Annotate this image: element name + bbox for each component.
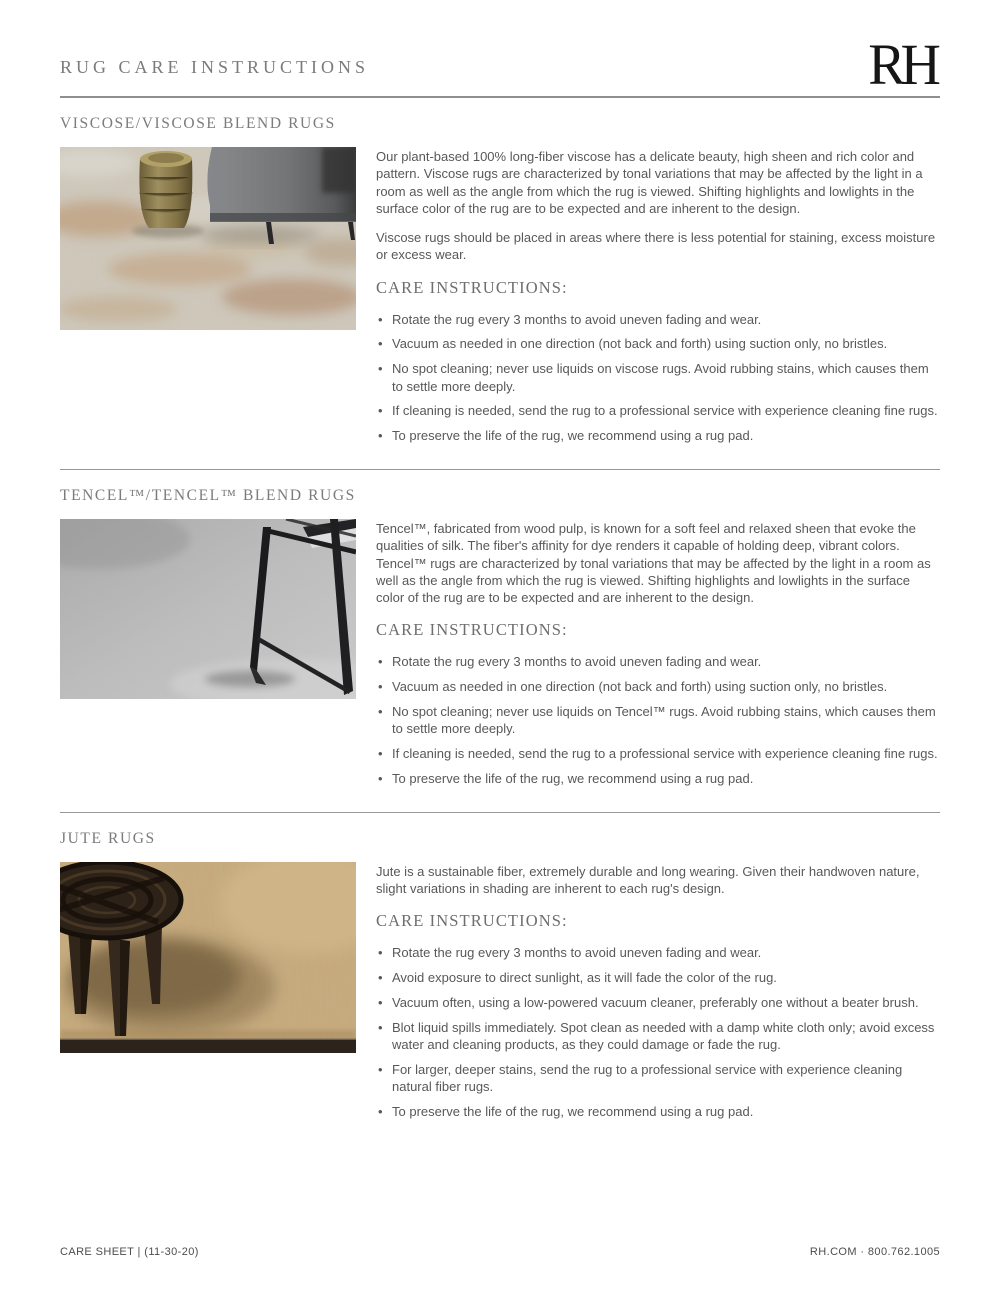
jute-rug-photo: [60, 862, 356, 1053]
tencel-paragraph-1: Tencel™, fabricated from wood pulp, is known for a soft feel and relaxed sheen that evoke the qualities of silk. The fiber's affinity for dye renders it capable of holding deep, vibrant colors. Tencel™ rugs are characterized by tonal variations that may be affected by the light in a room as well as the angle from which the rug is viewed. Shifting highlights and lowlights in the surface color of the rug are to be expected and are inherent to the design.: [376, 520, 931, 606]
list-item: • To preserve the life of the rug, we recommend using a rug pad.: [376, 770, 940, 787]
jute-paragraph-1: Jute is a sustainable fiber, extremely durable and long wearing. Given their handwoven nature, slight variations in shading are inherent to each rug's design.: [376, 863, 920, 897]
list-item: • Vacuum often, using a low-powered vacuum cleaner, preferably one without a beater brush.: [376, 994, 940, 1011]
list-item: • Vacuum as needed in one direction (not back and forth) using suction only, no bristles.: [376, 678, 940, 695]
list-item: • Vacuum as needed in one direction (not back and forth) using suction only, no bristles.: [376, 335, 940, 352]
list-item: • Rotate the rug every 3 months to avoid uneven fading and wear.: [376, 944, 940, 961]
tencel-care-heading: CARE INSTRUCTIONS:: [376, 620, 568, 640]
list-item: • Rotate the rug every 3 months to avoid uneven fading and wear.: [376, 311, 940, 328]
section-heading-viscose: VISCOSE/VISCOSE BLEND RUGS: [60, 114, 336, 132]
viscose-rug-photo: [60, 147, 356, 330]
page-title: RUG CARE INSTRUCTIONS: [60, 56, 370, 77]
list-item: • To preserve the life of the rug, we recommend using a rug pad.: [376, 1103, 940, 1120]
list-item: • No spot cleaning; never use liquids on Tencel™ rugs. Avoid rubbing stains, which causes them to settle more deeply.: [376, 703, 940, 738]
jute-care-list: [376, 944, 940, 1120]
rh-logo: RH: [868, 32, 936, 98]
section-tencel: [60, 487, 940, 813]
footer-contact: RH.COM · 800.762.1005: [809, 1246, 940, 1258]
viscose-care-heading: CARE INSTRUCTIONS:: [376, 277, 568, 297]
section-heading-jute: JUTE RUGS: [60, 829, 156, 847]
section-viscose: [60, 115, 940, 470]
header: [60, 0, 940, 98]
list-item: • If cleaning is needed, send the rug to a professional service with experience cleaning fine rugs.: [376, 402, 940, 419]
viscose-paragraph-2: Viscose rugs should be placed in areas where there is less potential for staining, excess moisture or excess wear.: [376, 230, 936, 263]
list-item: • Rotate the rug every 3 months to avoid uneven fading and wear.: [376, 653, 940, 670]
list-item: • Blot liquid spills immediately. Spot clean as needed with a damp white cloth only; avoid excess water and cleaning products, as they could damage or fade the rug.: [376, 1019, 940, 1054]
list-item: • For larger, deeper stains, send the rug to a professional service with experience cleaning natural fiber rugs.: [376, 1061, 940, 1096]
section-heading-tencel: TENCEL™/TENCEL™ BLEND RUGS: [60, 486, 356, 504]
footer: [60, 1246, 940, 1258]
list-item: • Avoid exposure to direct sunlight, as it will fade the color of the rug.: [376, 969, 940, 986]
viscose-paragraph-1: Our plant-based 100% long-fiber viscose has a delicate beauty, high sheen and rich color and pattern. Viscose rugs are characterized by tonal variations that may be affected by the light in a room as well as the angle from which the rug is viewed. Shifting highlights and lowlights in the surface color of the rug are to be expected and are inherent to the design.: [376, 148, 923, 216]
tencel-care-list: [376, 653, 940, 787]
tencel-rug-photo: [60, 519, 356, 699]
list-item: • If cleaning is needed, send the rug to a professional service with experience cleaning fine rugs.: [376, 745, 940, 762]
footer-care-sheet-date: CARE SHEET | (11-30-20): [60, 1246, 199, 1258]
viscose-care-list: [376, 311, 940, 445]
jute-care-heading: CARE INSTRUCTIONS:: [376, 911, 568, 931]
list-item: • No spot cleaning; never use liquids on viscose rugs. Avoid rubbing stains, which causes them to settle more deeply.: [376, 360, 940, 395]
section-jute: [60, 830, 940, 1145]
list-item: • To preserve the life of the rug, we recommend using a rug pad.: [376, 427, 940, 444]
